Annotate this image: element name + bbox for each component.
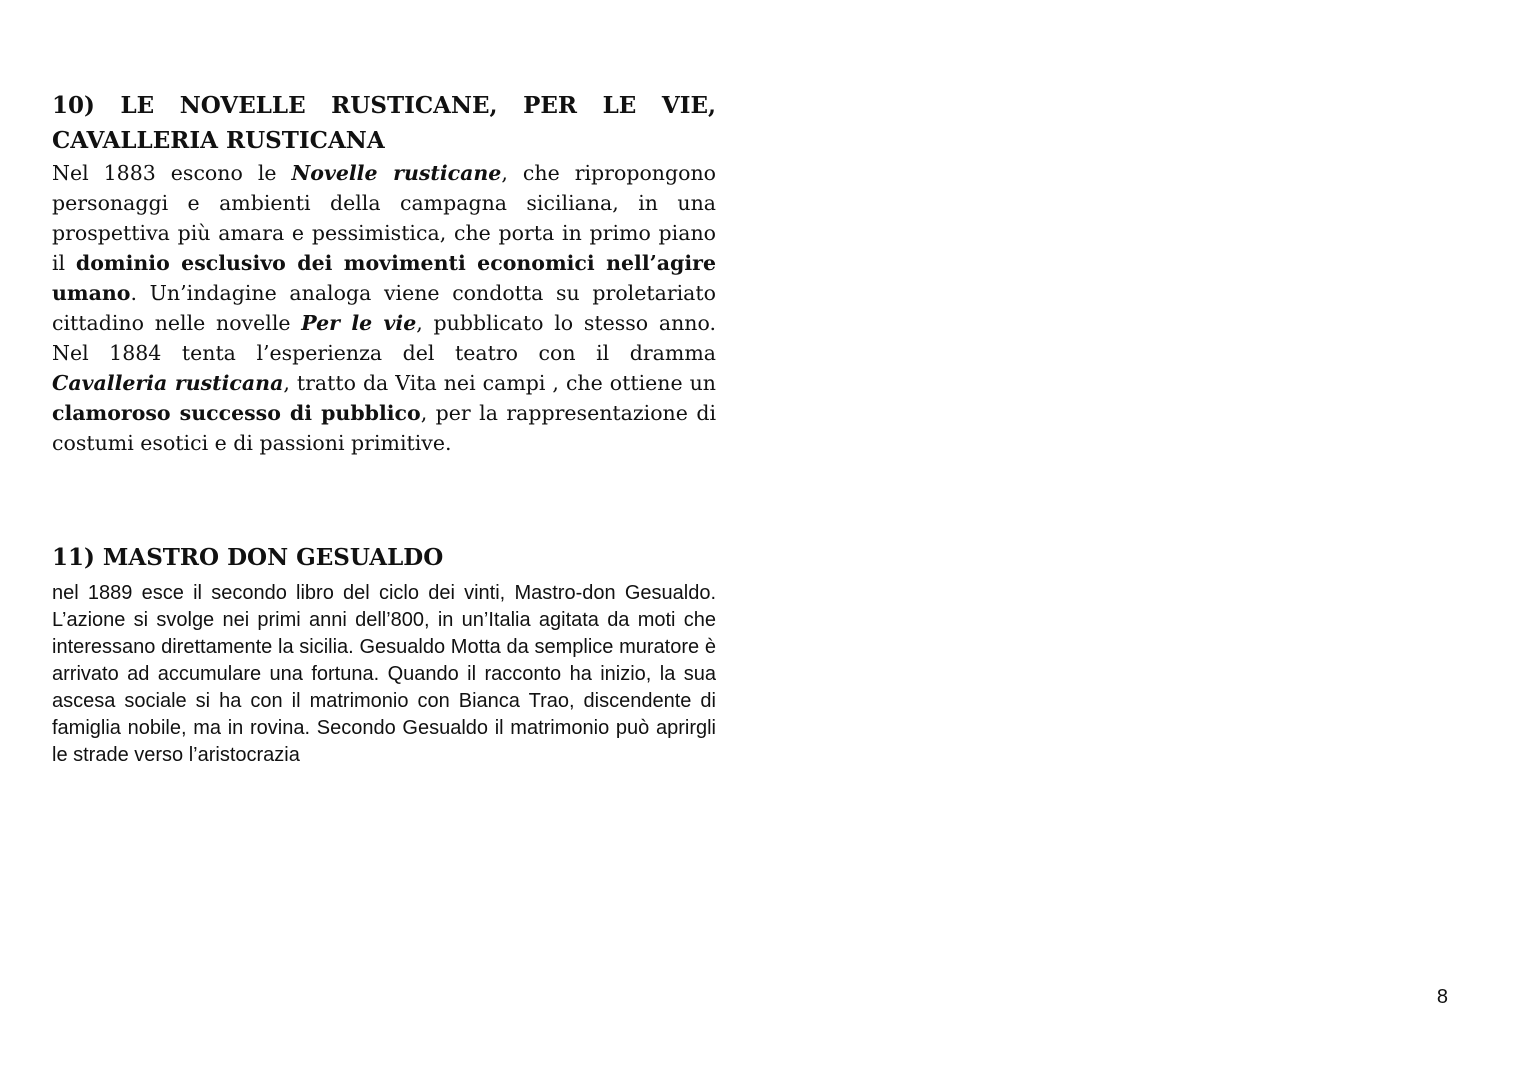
body-text: . Un’indagine analoga viene condotta su proletariato cittadino nelle novelle — [52, 281, 716, 335]
section-heading: 10) LE NOVELLE RUSTICANE, PER LE VIE, CAVALLERIA RUSTICANA — [52, 92, 716, 154]
section-novelle-rusticane — [52, 88, 716, 458]
emphasis-text: dominio esclusivo dei movimenti economici nell’agire umano — [52, 251, 716, 305]
work-title-per-le-vie: Per le vie — [301, 311, 417, 335]
section-body — [52, 158, 716, 458]
emphasis-text: clamoroso successo di pubblico — [52, 401, 421, 425]
section-body: nel 1889 esce il secondo libro del ciclo dei vinti, Mastro-don Gesualdo. L’azione si svolge nei primi anni dell’800, in un’Italia agitata da moti che interessano direttamente la sicilia. Gesualdo Motta da semplice muratore è arrivato ad accumulare una fortuna. Quando il racconto ha inizio, la sua ascesa sociale si ha con il matrimonio con Bianca Trao, discendente di famiglia nobile, ma in rovina. Secondo Gesualdo il matrimonio può aprirgli le strade verso l’aristocrazia — [52, 582, 716, 766]
work-title-novelle-rusticane: Novelle rusticane — [291, 161, 502, 185]
body-text: , che ripropongono personaggi e ambienti della campagna siciliana, in una prospettiva più amara e pessimistica, che porta in primo piano il — [52, 161, 716, 275]
section-mastro-don-gesualdo — [52, 540, 716, 769]
body-text: , pubblicato lo stesso anno. Nel 1884 tenta l’esperienza del teatro con il dramma — [52, 311, 716, 365]
page-number: 8 — [1436, 986, 1448, 1008]
body-text: , per la rappresentazione di costumi esotici e di passioni primitive. — [52, 401, 717, 455]
work-title-cavalleria-rusticana: Cavalleria rusticana — [52, 371, 284, 395]
section-heading: 11) MASTRO DON GESUALDO — [52, 544, 444, 571]
body-text: , tratto da Vita nei campi , che ottiene un — [283, 371, 716, 395]
body-text: Nel 1883 escono le — [52, 161, 292, 185]
